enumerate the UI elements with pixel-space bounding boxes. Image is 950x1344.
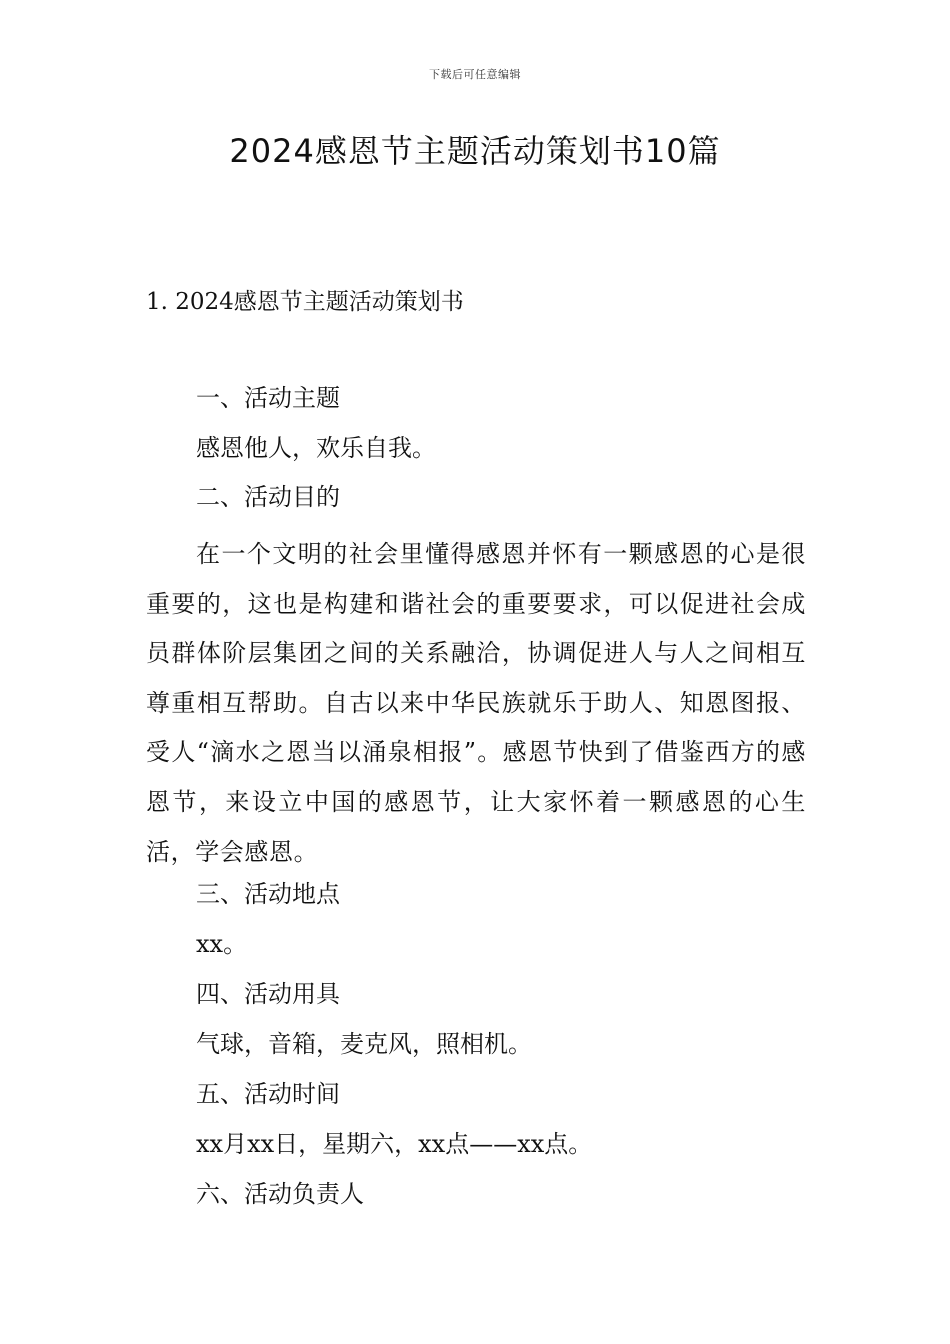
text-activity-time: xx月xx日，星期六，xx点——xx点。 [196, 1130, 593, 1158]
heading-activity-theme: 一、活动主题 [196, 384, 340, 412]
heading-activity-time: 五、活动时间 [196, 1080, 340, 1108]
text-activity-equipment: 气球，音箱，麦克风，照相机。 [196, 1030, 532, 1058]
text-activity-theme: 感恩他人，欢乐自我。 [196, 434, 436, 462]
text-activity-purpose: 在一个文明的社会里懂得感恩并怀有一颗感恩的心是很重要的，这也是构建和谐社会的重要要求，可以促进社会成员群体阶层集团之间的关系融洽，协调促进人与人之间相互尊重相互帮助。自古以来中华民族就乐于助人、知恩图报、受人“滴水之恩当以涌泉相报”。感恩节快到了借鉴西方的感恩节，来设立中国的感恩节，让大家怀着一颗感恩的心生活，学会感恩。 [146, 540, 806, 866]
document-title: 2024感恩节主题活动策划书10篇 [229, 132, 721, 170]
heading-activity-equipment: 四、活动用具 [196, 980, 340, 1008]
heading-activity-lead: 六、活动负责人 [196, 1180, 364, 1208]
section-heading: 1. 2024感恩节主题活动策划书 [146, 289, 464, 315]
header-note: 下载后可任意编辑 [429, 68, 521, 81]
heading-activity-purpose: 二、活动目的 [196, 483, 340, 511]
heading-activity-location: 三、活动地点 [196, 880, 340, 908]
text-activity-location: xx。 [196, 930, 248, 958]
